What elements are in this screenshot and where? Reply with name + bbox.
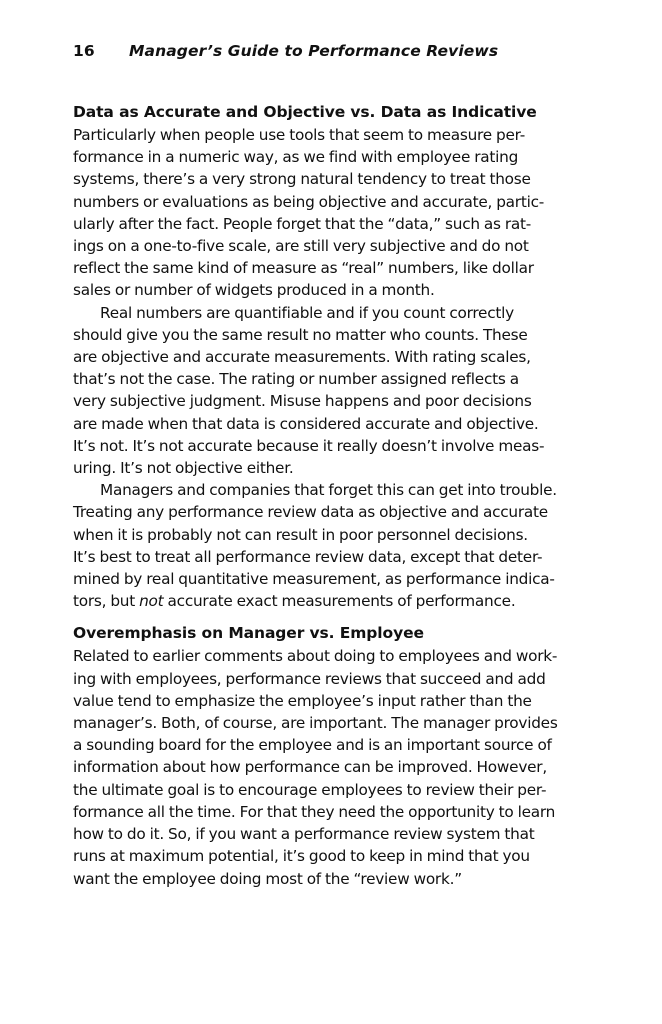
section-heading-overemphasis: Overemphasis on Manager vs. Employee: [73, 624, 424, 643]
text-line: reflect the same kind of measure as “real” numbers, like dollar: [73, 259, 534, 278]
text-line: Managers and companies that forget this can get into trouble.: [100, 481, 557, 500]
text-line: formance all the time. For that they need the opportunity to learn: [73, 802, 556, 821]
text-run: tors, but: [73, 592, 140, 611]
text-line: [73, 590, 603, 612]
text-line: are objective and accurate measurements. With rating scales,: [73, 348, 531, 367]
section-heading-accurate-vs-indicative: Data as Accurate and Objective vs. Data as Indicative: [73, 103, 537, 121]
emphasis-not: not: [139, 592, 164, 611]
text-line: It’s not. It’s not accurate because it really doesn’t involve meas-: [73, 436, 545, 455]
text-line: ing with employees, performance reviews that succeed and add: [73, 669, 546, 688]
body-text: [73, 100, 603, 890]
text-line: manager’s. Both, of course, are important. The manager provides: [73, 714, 558, 733]
text-line: want the employee doing most of the “review work.”: [73, 869, 462, 888]
running-head: [73, 42, 498, 60]
text-line: information about how performance can be improved. However,: [73, 758, 547, 777]
text-line: Real numbers are quantifiable and if you count correctly: [100, 303, 514, 322]
text-line: Particularly when people use tools that seem to measure per-: [73, 126, 525, 144]
text-line: value tend to emphasize the employee’s input rather than the: [73, 691, 532, 710]
text-line: a sounding board for the employee and is an important source of: [73, 736, 552, 755]
book-title: Manager’s Guide to Performance Reviews: [129, 42, 499, 60]
text-line: when it is probably not can result in poor personnel decisions.: [73, 525, 528, 544]
text-line: It’s best to treat all performance review data, except that deter-: [73, 547, 543, 566]
text-line: ularly after the fact. People forget that the “data,” such as rat-: [73, 214, 532, 233]
text-line: ings on a one-to-five scale, are still very subjective and do not: [73, 237, 529, 256]
text-line: very subjective judgment. Misuse happens and poor decisions: [73, 392, 532, 411]
paragraph: [73, 645, 603, 889]
paragraph: [73, 124, 603, 302]
text-line: sales or number of widgets produced in a month.: [73, 281, 435, 300]
text-line: how to do it. So, if you want a performance review system that: [73, 825, 535, 844]
text-run: accurate exact measurements of performance.: [163, 592, 516, 611]
text-line: the ultimate goal is to encourage employees to review their per-: [73, 780, 547, 799]
paragraph: [73, 479, 603, 612]
text-line: numbers or evaluations as being objective and accurate, partic-: [73, 192, 545, 211]
text-line: systems, there’s a very strong natural tendency to treat those: [73, 170, 531, 189]
text-line: that’s not the case. The rating or number assigned reflects a: [73, 370, 519, 389]
text-line: should give you the same result no matter who counts. These: [73, 325, 528, 344]
text-line: Treating any performance review data as objective and accurate: [73, 503, 548, 522]
paragraph: [73, 302, 603, 480]
text-line: uring. It’s not objective either.: [73, 459, 294, 478]
text-line: runs at maximum potential, it’s good to keep in mind that you: [73, 847, 530, 866]
text-line: are made when that data is considered accurate and objective.: [73, 414, 539, 433]
page-number: 16: [73, 42, 95, 60]
text-line: mined by real quantitative measurement, as performance indica-: [73, 570, 555, 589]
text-line: formance in a numeric way, as we find with employee rating: [73, 148, 519, 167]
text-line: Related to earlier comments about doing to employees and work-: [73, 647, 558, 666]
